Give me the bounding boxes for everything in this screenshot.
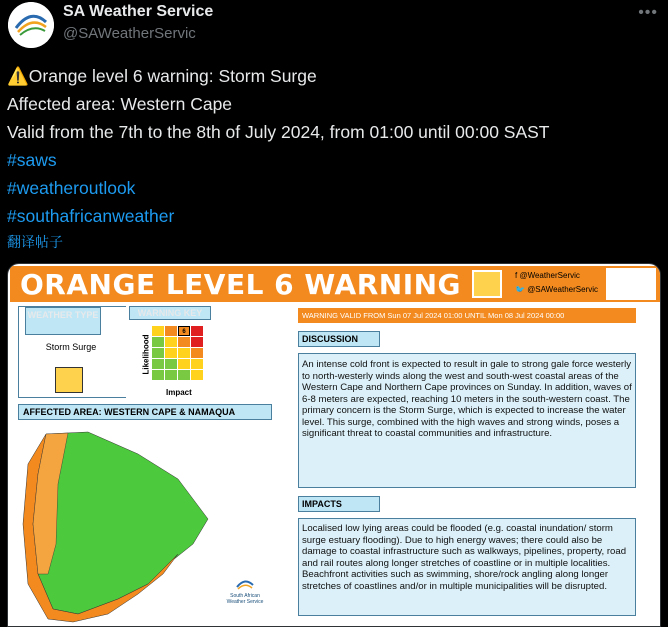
storm-surge-icon — [55, 367, 83, 393]
impacts-label: IMPACTS — [298, 496, 380, 512]
twitter-icon: 🐦 — [515, 285, 528, 294]
saws-logo-icon — [235, 577, 255, 591]
matrix-cell — [191, 370, 203, 380]
matrix-cell — [165, 337, 177, 347]
weather-type-label: WEATHER TYPE — [25, 307, 101, 335]
warning-key-panel — [126, 306, 236, 398]
hashtag-link[interactable]: #southafricanweather — [7, 206, 175, 226]
matrix-cell — [152, 326, 164, 336]
matrix-cell — [152, 337, 164, 347]
saws-footer-text: South African Weather Service — [226, 593, 264, 605]
matrix-cell — [165, 326, 177, 336]
matrix-cell — [178, 359, 190, 369]
warning-key-label: WARNING KEY — [129, 306, 211, 320]
tweet-header — [6, 0, 662, 52]
matrix-cell — [165, 348, 177, 358]
hashtag-link[interactable]: #weatheroutlook — [7, 178, 136, 198]
twitter-handle: 🐦 @SAWeatherServic — [515, 285, 598, 294]
more-options-icon[interactable]: ••• — [638, 4, 658, 21]
avatar[interactable] — [8, 2, 54, 48]
tweet-line-valid: Valid from the 7th to the 8th of July 2024, from 01:00 until 00:00 SAST — [7, 122, 550, 142]
tweet-line-title: ⚠️Orange level 6 warning: Storm Surge — [7, 66, 317, 86]
impacts-text: Localised low lying areas could be flooded (e.g. coastal inundation/ storm surge estuary flooding). Due to high energy waves; there could also be damage to coastal infrastructure such as walkways, pipelines, property, road and rail routes along longer stretches of coastline or in multiple localities. Beachfront activities such as swimming, shore/rock angling along longer stretches of coastlines and/or in multiple municipalities will be disrupted. — [298, 518, 636, 616]
hazard-sign-icon — [472, 270, 502, 298]
matrix-cell — [178, 348, 190, 358]
warning-banner — [10, 266, 660, 302]
saws-banner-logo-icon — [606, 268, 656, 300]
warning-emoji-icon: ⚠️ — [7, 66, 29, 86]
warning-matrix — [152, 326, 203, 380]
matrix-cell — [152, 370, 164, 380]
tweet-text — [7, 62, 662, 252]
matrix-cell — [152, 359, 164, 369]
discussion-label: DISCUSSION — [298, 331, 380, 347]
tweet-line-area: Affected area: Western Cape — [7, 94, 233, 114]
discussion-text: An intense cold front is expected to result in gale to strong gale force westerly to north-westerly winds along the west and south-west coastal areas of the Western Cape and Northern Cape provinces on Sunday. In addition, waves of 6-8 meters are expected, reaching 10 meters in the south-western coast. The primary concern is the Storm Surge, which is expected to increase the water level. This surge, combined with the high waves and strong winds, poses a significant threat to coastal communities and infrastructure. — [298, 353, 636, 488]
hashtag-link[interactable]: #saws — [7, 150, 57, 170]
matrix-cell — [191, 337, 203, 347]
matrix-cell — [191, 348, 203, 358]
matrix-cell — [152, 348, 164, 358]
weather-type-value: Storm Surge — [45, 342, 97, 352]
valid-period-bar: WARNING VALID FROM Sun 07 Jul 2024 01:00 UNTIL Mon 08 Jul 2024 00:00 — [298, 308, 636, 323]
weather-type-panel — [18, 306, 128, 398]
facebook-icon: f — [515, 271, 520, 280]
author-name[interactable]: SA Weather Service — [63, 3, 214, 20]
translate-post-link[interactable]: 翻译帖子 — [7, 234, 63, 250]
matrix-cell — [178, 337, 190, 347]
saws-footer-logo — [221, 577, 269, 611]
level-six-cell: 6 — [178, 326, 190, 336]
matrix-cell — [191, 326, 203, 336]
warning-image-card[interactable] — [7, 263, 661, 627]
banner-title: ORANGE LEVEL 6 WARNING — [20, 268, 462, 301]
social-handles — [515, 269, 598, 297]
facebook-handle: f @WeatherServic — [515, 271, 580, 280]
matrix-cell — [191, 359, 203, 369]
likelihood-label: Likelihood — [141, 334, 151, 375]
author-handle[interactable]: @SAWeatherServic — [63, 25, 196, 42]
saws-logo-icon — [8, 2, 54, 48]
impact-label: Impact — [166, 388, 192, 397]
affected-area-label: AFFECTED AREA: WESTERN CAPE & NAMAQUA — [18, 404, 272, 420]
matrix-cell — [165, 359, 177, 369]
matrix-cell — [178, 370, 190, 380]
matrix-cell — [165, 370, 177, 380]
